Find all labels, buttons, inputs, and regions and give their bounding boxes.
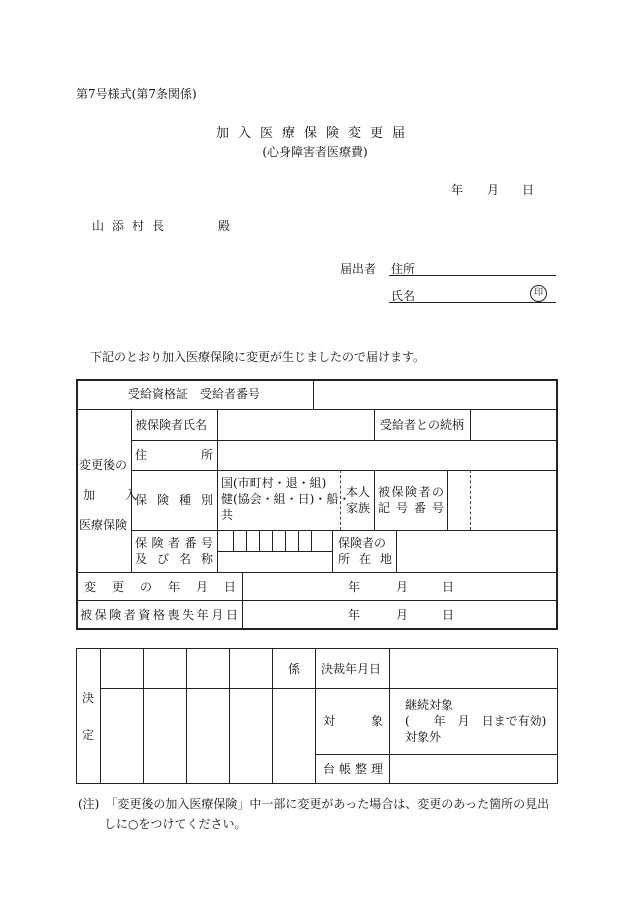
note-line-1: (注) 「変更後の加入医療保険」中一部に変更があった場合は、変更のあった箇所の見出 — [78, 797, 550, 811]
date-day-label: 日 — [522, 183, 535, 197]
insured-name-field[interactable] — [218, 410, 374, 440]
staff-label: 係 — [288, 662, 301, 676]
submitter-name-field[interactable] — [389, 302, 556, 303]
form-number: 第7号様式(第7条関係) — [76, 87, 197, 101]
insured-symbol-label-1: 被 保 険 者 の — [378, 485, 444, 499]
recipient-number-field[interactable] — [315, 381, 556, 408]
insurance-type-line-3[interactable]: 共 — [221, 508, 234, 522]
insurance-type-line-1[interactable]: 国(市町村・退・組) — [221, 476, 327, 490]
changed-insurance-label-3: 医療保険 — [79, 518, 128, 532]
change-date-month: 月 — [396, 580, 409, 594]
form-subtitle: (心身障害者医療費) — [262, 145, 368, 159]
insurer-location-field[interactable] — [397, 531, 556, 572]
change-date-day: 日 — [442, 580, 455, 594]
date-month-label: 月 — [487, 183, 500, 197]
submitter-address-field[interactable] — [389, 275, 556, 276]
note-line-2: しに○をつけてください。 — [104, 817, 247, 831]
addressee-name: 山添村長 — [92, 219, 173, 233]
insurer-location-label-1: 保険者の — [338, 536, 387, 550]
loss-date-month: 月 — [396, 608, 409, 622]
target-option-continue[interactable]: 継続対象 — [405, 698, 454, 712]
form-title: 加入医療保険変更届 — [215, 126, 414, 141]
date-year-label: 年 — [451, 183, 464, 197]
relation-field[interactable] — [471, 410, 556, 440]
seal-mark: 印 — [530, 285, 547, 302]
address-label: 住 所 — [135, 448, 213, 462]
address-field[interactable] — [218, 441, 556, 470]
member-type-self[interactable]: 本人 — [346, 485, 371, 499]
submitter-label: 届出者 — [340, 262, 377, 276]
ledger-label: 台 帳 整 理 — [323, 762, 383, 776]
decision-label-2: 定 — [82, 728, 95, 742]
change-date-label: 変 更 の 年 月 日 — [84, 580, 236, 594]
decision-label-1: 決 — [82, 691, 95, 705]
addressee-honorific: 殿 — [218, 219, 231, 233]
insurer-number-label-2: 及 び 名 称 — [135, 552, 213, 566]
relation-label: 受給者との続柄 — [380, 418, 465, 432]
insured-symbol-field[interactable] — [448, 471, 470, 530]
changed-insurance-label-2: 加 入 — [83, 488, 140, 502]
insured-symbol-label-2: 記 号 番 号 — [378, 501, 444, 515]
loss-date-day: 日 — [442, 608, 455, 622]
insurer-number-boxes[interactable] — [218, 531, 332, 551]
changed-insurance-label-1: 変更後の — [79, 458, 128, 472]
target-label: 対 象 — [323, 714, 383, 728]
lead-text: 下記のとおり加入医療保険に変更が生じましたので届けます。 — [90, 350, 426, 364]
insurance-type-line-2[interactable]: 健(協会・組・日)・船・ — [221, 492, 351, 506]
submitter-name-label: 氏名 — [391, 289, 416, 303]
insurance-type-label: 保 険 種 別 — [135, 493, 213, 507]
recipient-cert-label: 受給資格証 受給者番号 — [128, 387, 261, 401]
insured-name-label: 被保険者氏名 — [135, 418, 208, 432]
decision-date-label: 決裁年月日 — [321, 662, 382, 676]
target-option-excluded[interactable]: 対象外 — [405, 730, 442, 744]
loss-date-label: 被 保 険 者 資 格 喪 失 年 月 日 — [80, 608, 238, 622]
loss-date-year: 年 — [348, 608, 361, 622]
member-type-family[interactable]: 家族 — [346, 501, 371, 515]
change-date-year: 年 — [348, 580, 361, 594]
insurer-location-label-2: 所 在 地 — [338, 552, 392, 566]
submitter-address-label: 住所 — [391, 262, 416, 276]
target-option-valid-until[interactable]: ( 年 月 日まで有効) — [405, 714, 547, 728]
insurer-number-label-1: 保 険 者 番 号 — [135, 536, 213, 550]
